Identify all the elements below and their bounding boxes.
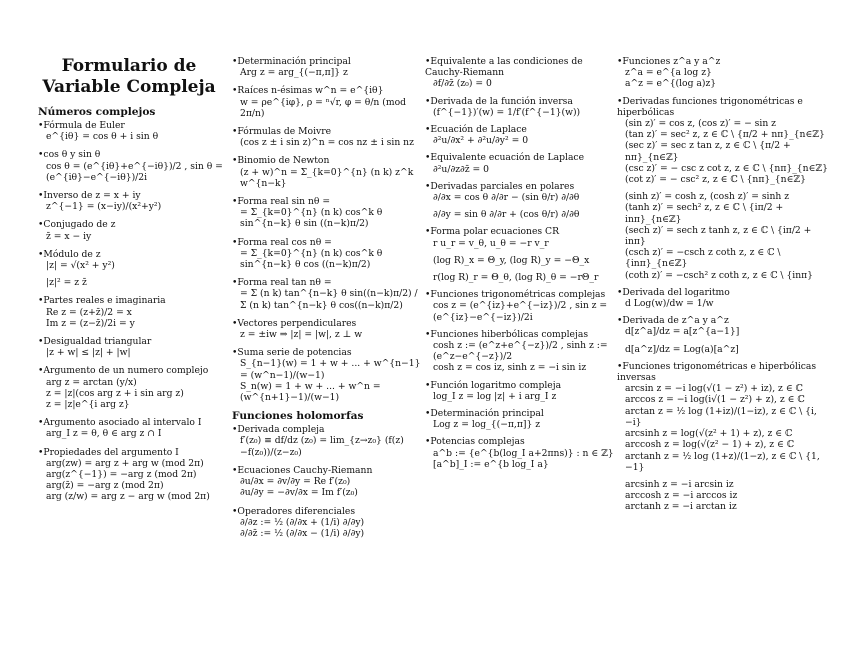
formula-line: ∂/∂y = sin θ ∂/∂r + (cos θ/r) ∂/∂θ: [433, 209, 580, 221]
formula-entry: [617, 315, 829, 355]
formula-entry: [232, 506, 422, 540]
formula-line: = Σ_{k=0}^{n} (n k) cos^k θ sin^{n−k} θ sin ((n−k)π/2): [240, 207, 383, 230]
formula-line: = Σ_{k=0}^{n} (n k) cos^k θ sin^{n−k} θ cos ((n−k)π/2): [240, 247, 383, 271]
entry-title: • Derivadas parciales en polares: [425, 181, 617, 192]
formula-line: (sech z)′ = sech z tanh z, z ∈ ℂ \ {iπ/2 + inπ}: [625, 224, 812, 248]
entry-title: • Determinación principal: [425, 408, 617, 419]
formula-entry: [617, 96, 829, 281]
formula-entry: [232, 318, 422, 340]
formula-line: (cos z ± i sin z)^n = cos nz ± i sin nz: [240, 137, 414, 149]
formula-entry: [38, 149, 228, 183]
formula-line: cosh z = cos iz, sinh z = −i sin iz: [433, 362, 587, 374]
formula-line: arctanh z = ½ log (1+z)/(1−z), z ∈ ℂ \ {1, −1}: [625, 450, 820, 473]
entry-title: • Forma real cos nθ =: [232, 237, 422, 248]
formula-line: ∂f/∂z̄ (z₀) = 0: [433, 78, 492, 90]
entry-title: • Suma serie de potencias: [232, 347, 422, 358]
formula-line: arccosh z = −i arccos iz: [625, 490, 738, 502]
formula-line: arg (z/w) = arg z − arg w (mod 2π): [46, 491, 210, 503]
formula-line: (sec z)′ = sec z tan z, z ∈ ℂ \ {π/2 + nπ}_{n∈ℤ}: [625, 140, 791, 163]
formula-line: arccos z = −i log(i√(1 − z²) + z), z ∈ ℂ: [625, 394, 805, 406]
entry-title: • Módulo de z: [38, 249, 228, 260]
entry-title: • Derivada del logaritmo: [617, 287, 829, 298]
formula-line: ∂u/∂x = ∂v/∂y = Re f′(z₀): [240, 476, 351, 488]
formula-entry: [232, 126, 422, 148]
entry-title: • Inverso de z = x + iy: [38, 190, 228, 201]
formula-entry: [425, 152, 617, 174]
formula-line: arctan z = ½ log (1+iz)/(1−iz), z ∈ ℂ \ {i, −i}: [625, 405, 817, 428]
formula-entry: [232, 277, 422, 311]
formula-line: z̄ = x − iy: [46, 230, 92, 242]
formula-entry: [617, 361, 829, 513]
formula-line: cos θ = (e^{iθ}+e^{−iθ})/2 , sin θ = (e^{iθ}−e^{−iθ})/2i: [46, 160, 223, 183]
entry-title: • Funciones hiberbólicas complejas: [425, 329, 617, 340]
entry-title: • Funciones trigonométricas complejas: [425, 289, 617, 300]
entry-title: • Derivada de la función inversa: [425, 96, 617, 107]
formula-line: d[a^z]/dz = Log(a)[a^z]: [625, 343, 739, 355]
entry-title: • Forma real tan nθ =: [232, 277, 422, 288]
formula-line: (tan z)′ = sec² z, z ∈ ℂ \ {π/2 + nπ}_{n∈ℤ}: [625, 129, 825, 141]
formula-line: z = |z|(cos arg z + i sin arg z): [46, 387, 184, 399]
formula-entry: [617, 56, 829, 90]
formula-entry: [425, 436, 617, 470]
formula-entry: [232, 237, 422, 271]
formula-line: arcsinh z = log(√(z² + 1) + z), z ∈ ℂ: [625, 428, 793, 440]
formula-line: r(log R)_r = Θ_θ, (log R)_θ = −rΘ_r: [433, 272, 599, 284]
formula-line: Im z = (z−z̄)/2i = y: [46, 317, 135, 329]
formula-line: z = |z|e^{i arg z}: [46, 399, 130, 411]
formula-line: a^z = e^{(log a)z}: [625, 78, 717, 90]
formula-line: cosh z := (e^z+e^{−z})/2 , sinh z := (e^z−e^{−z})/2: [433, 340, 608, 363]
entry-title: • Potencias complejas: [425, 436, 617, 447]
entry-title: • Equivalente ecuación de Laplace: [425, 152, 617, 163]
column-2: [232, 56, 422, 546]
formula-entry: [425, 124, 617, 146]
formula-entry: [232, 56, 422, 78]
formula-line: r u_r = v_θ, u_θ = −r v_r: [433, 237, 549, 249]
formula-entry: [38, 120, 228, 142]
formula-line: ∂/∂z := ½ (∂/∂x + (1/i) ∂/∂y): [240, 516, 365, 528]
formula-line: f′(z₀) ≡ df/dz (z₀) = lim_{z→z₀} (f(z)−f(z₀))/(z−z₀): [240, 435, 404, 458]
entry-title: • Equivalente a las condiciones de Cauchy-Riemann: [425, 56, 617, 78]
formula-line: S_{n−1}(w) = 1 + w + ... + w^{n−1} = (w^n−1)/(w−1): [240, 358, 421, 381]
formula-line: z^{−1} = (x−iy)/(x²+y²): [46, 201, 162, 213]
formula-line: ∂u/∂y = −∂v/∂x = Im f′(z₀): [240, 487, 358, 499]
formula-entry: [232, 155, 422, 189]
formula-line: ∂²u/∂z∂z̄ = 0: [433, 163, 490, 175]
formula-entry: [38, 219, 228, 241]
entry-title: • Operadores diferenciales: [232, 506, 422, 517]
formula-line: arcsinh z = −i arcsin iz: [625, 478, 734, 490]
formula-line: Re z = (z+z̄)/2 = x: [46, 306, 132, 318]
formula-entry: [425, 329, 617, 374]
formula-line: arcsin z = −i log(√(1 − z²) + iz), z ∈ ℂ: [625, 383, 803, 395]
formula-line: a^b := {e^{b(log_I a+2πns)} : n ∈ ℤ}: [433, 447, 614, 459]
column-1: [38, 56, 228, 510]
entry-title: • Ecuaciones Cauchy-Riemann: [232, 465, 422, 476]
entry-title: • Forma real sin nθ =: [232, 196, 422, 207]
section-heading: Funciones holomorfas: [232, 410, 364, 423]
formula-line: Log z = log_{(−π,π]} z: [433, 419, 541, 431]
column-3: [425, 56, 617, 476]
formula-entry: [425, 289, 617, 323]
formula-line: (sin z)′ = cos z, (cos z)′ = − sin z: [625, 118, 777, 130]
formula-line: S_n(w) = 1 + w + ... + w^n = (w^{n+1}−1)/(w−1): [240, 380, 381, 404]
formula-line: arccosh z = log(√(z² − 1) + z), z ∈ ℂ: [625, 439, 795, 451]
entry-title: • Argumento de un numero complejo: [38, 365, 228, 376]
formula-entry: [617, 287, 829, 309]
formula-entry: [38, 336, 228, 358]
entry-title: • Raíces n-ésimas w^n = e^{iθ}: [232, 85, 422, 96]
formula-entry: [232, 347, 422, 403]
formula-entry: [425, 380, 617, 402]
formula-line: arg(z̄) = −arg z (mod 2π): [46, 480, 164, 492]
entry-title: • Derivada de z^a y a^z: [617, 315, 829, 326]
formula-line: [a^b]_I := e^{b log_I a}: [433, 458, 549, 470]
formula-line: (csch z)′ = −csch z coth z, z ∈ ℂ \ {inπ}_{n∈ℤ}: [625, 247, 781, 270]
formula-line: |z + w| ≤ |z| + |w|: [46, 347, 131, 359]
entry-title: • Derivada compleja: [232, 424, 422, 435]
formula-line: e^{iθ} = cos θ + i sin θ: [46, 131, 159, 143]
formula-line: (log R)_x = Θ_y, (log R)_y = −Θ_x: [433, 254, 590, 266]
formula-line: z^a = e^{a log z}: [625, 67, 712, 79]
entry-title: • cos θ y sin θ: [38, 149, 228, 160]
formula-line: (sinh z)′ = cosh z, (cosh z)′ = sinh z: [625, 191, 790, 203]
entry-title: • Propiedades del argumento I: [38, 447, 228, 458]
formula-line: cos z = (e^{iz}+e^{−iz})/2 , sin z = (e^{iz}−e^{−iz})/2i: [433, 300, 608, 323]
formula-entry: [232, 196, 422, 230]
section-heading: Números complejos: [38, 106, 156, 118]
formula-line: (z + w)^n = Σ_{k=0}^{n} (n k) z^k w^{n−k}: [240, 166, 414, 189]
formula-entry: [38, 249, 228, 289]
entry-title: • Vectores perpendiculares: [232, 318, 422, 329]
entry-title: • Forma polar ecuaciones CR: [425, 226, 617, 237]
entry-title: • Fórmula de Euler: [38, 120, 228, 131]
entry-title: • Determinación principal: [232, 56, 422, 67]
entry-title: • Argumento asociado al intervalo I: [38, 417, 228, 428]
formula-line: d[z^a]/dz = a[z^{a−1}]: [625, 326, 740, 338]
formula-entry: [425, 408, 617, 430]
formula-entry: [425, 96, 617, 118]
formula-entry: [425, 226, 617, 283]
formula-line: ∂/∂x = cos θ ∂/∂r − (sin θ/r) ∂/∂θ: [433, 192, 580, 204]
entry-title: • Derivadas funciones trigonométricas e hiperbólicas: [617, 96, 829, 118]
formula-entry: [425, 56, 617, 90]
formula-line: Arg z = arg_{(−π,π]} z: [240, 67, 348, 79]
entry-title: • Binomio de Newton: [232, 155, 422, 166]
formula-line: |z|² = z z̄: [46, 277, 87, 289]
formula-line: = Σ (n k) tan^{n−k} θ sin((n−k)π/2) / Σ (n k) tan^{n−k} θ cos((n−k)π/2): [240, 288, 418, 311]
formula-line: (f^{−1})′(w) = 1/f′(f^{−1}(w)): [433, 106, 581, 118]
formula-entry: [38, 365, 228, 410]
entry-title: • Funciones trigonométricas e hiperbólicas inversas: [617, 361, 829, 383]
formula-line: arg_I z = θ, θ ∈ arg z ∩ I: [46, 428, 162, 440]
formula-line: arg z = arctan (y/x): [46, 376, 137, 388]
entry-title: • Conjugado de z: [38, 219, 228, 230]
formula-entry: [425, 181, 617, 221]
entry-title: • Fórmulas de Moivre: [232, 126, 422, 137]
entry-title: • Ecuación de Laplace: [425, 124, 617, 135]
formula-line: (csc z)′ = − csc z cot z, z ∈ ℂ \ {nπ}_{n∈ℤ}: [625, 162, 828, 174]
formula-line: (cot z)′ = − csc² z, z ∈ ℂ \ {nπ}_{n∈ℤ}: [625, 174, 806, 186]
formula-entry: [38, 190, 228, 212]
formula-entry: [232, 465, 422, 499]
formula-line: arctanh z = −i arctan iz: [625, 501, 737, 513]
formula-entry: [38, 447, 228, 503]
entry-title: • Función logaritmo compleja: [425, 380, 617, 391]
formula-line: w = ρe^{iφ}, ρ = ⁿ√r, φ = θ/n (mod 2π/n): [240, 96, 406, 119]
column-4: [617, 56, 829, 519]
formula-entry: [38, 417, 228, 439]
entry-title: • Funciones z^a y a^z: [617, 56, 829, 67]
formula-line: z = ±iw ⇒ |z| = |w|, z ⊥ w: [240, 329, 363, 341]
formula-line: (tanh z)′ = sech² z, z ∈ ℂ \ {iπ/2 + inπ}_{n∈ℤ}: [625, 202, 784, 225]
formula-line: ∂²u/∂x² + ∂²u/∂y² = 0: [433, 135, 529, 147]
formula-line: ∂/∂z̄ := ½ (∂/∂x − (1/i) ∂/∂y): [240, 527, 365, 539]
formula-entry: [232, 424, 422, 458]
formula-line: arg(zw) = arg z + arg w (mod 2π): [46, 457, 204, 469]
formula-entry: [232, 85, 422, 119]
page-title: Formulario de Variable Compleja: [42, 56, 216, 97]
formula-line: |z| = √(x² + y²): [46, 260, 115, 272]
formula-line: arg(z^{−1}) = −arg z (mod 2π): [46, 469, 197, 481]
formula-entry: [38, 295, 228, 329]
formula-line: d Log(w)/dw = 1/w: [625, 298, 714, 310]
formula-line: (coth z)′ = −csch² z coth z, z ∈ ℂ \ {inπ}: [625, 269, 814, 281]
formula-line: log_I z = log |z| + i arg_I z: [433, 390, 557, 402]
entry-title: • Desigualdad triangular: [38, 336, 228, 347]
entry-title: • Partes reales e imaginaria: [38, 295, 228, 306]
